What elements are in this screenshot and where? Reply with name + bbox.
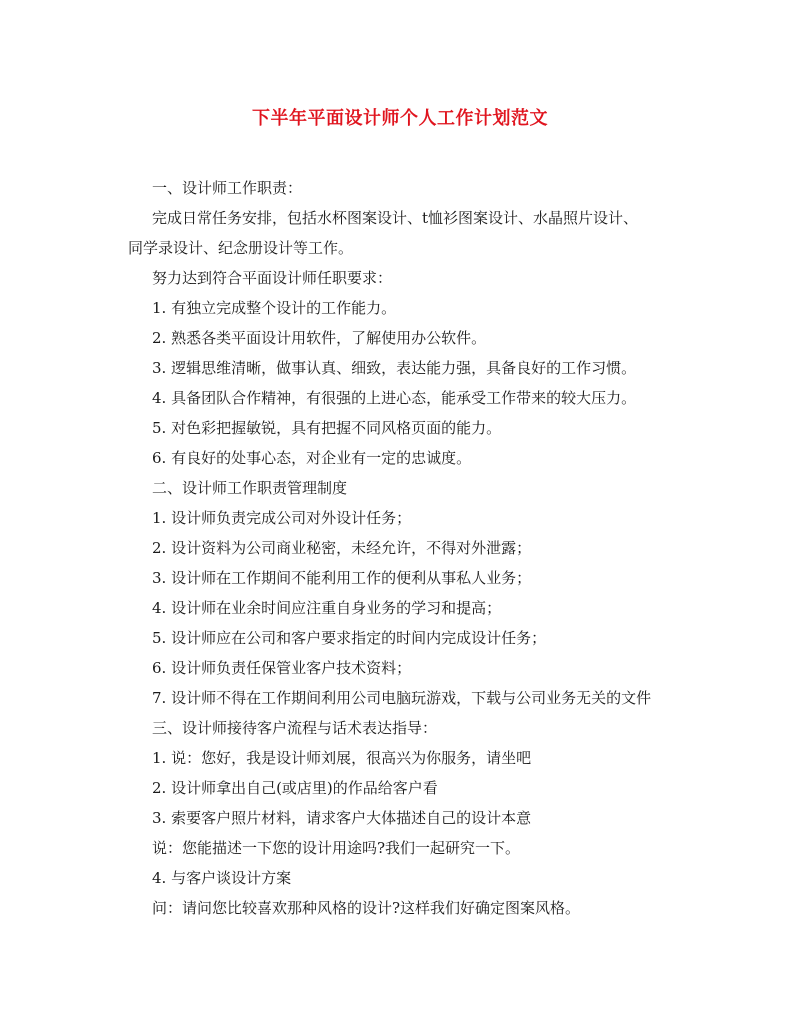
list-item: 7. 设计师不得在工作期间利用公司电脑玩游戏，下载与公司业务无关的文件 <box>152 689 652 707</box>
list-item: 1. 说：您好，我是设计师刘展，很高兴为你服务，请坐吧 <box>152 749 532 767</box>
paragraph-continuation: 同学录设计、纪念册设计等工作。 <box>128 239 354 257</box>
section-heading-1: 一、设计师工作职责： <box>152 179 303 197</box>
list-item: 6. 设计师负责任保管业客户技术资料； <box>152 659 412 677</box>
list-item: 4. 设计师在业余时间应注重自身业务的学习和提高； <box>152 599 502 617</box>
list-item: 2. 设计资料为公司商业秘密，未经允许，不得对外泄露； <box>152 539 532 557</box>
section-heading-2: 二、设计师工作职责管理制度 <box>152 479 348 497</box>
list-item: 3. 逻辑思维清晰，做事认真、细致，表达能力强，具备良好的工作习惯。 <box>152 359 637 377</box>
list-item: 5. 设计师应在公司和客户要求指定的时间内完成设计任务； <box>152 629 547 647</box>
list-item: 1. 设计师负责完成公司对外设计任务； <box>152 509 412 527</box>
list-item: 5. 对色彩把握敏锐，具有把握不同风格页面的能力。 <box>152 419 502 437</box>
section-heading-3: 三、设计师接待客户流程与话术表达指导： <box>152 719 438 737</box>
list-item: 4. 与客户谈设计方案 <box>152 869 292 887</box>
list-item: 6. 有良好的处事心态，对企业有一定的忠诚度。 <box>152 449 472 467</box>
document-title: 下半年平面设计师个人工作计划范文 <box>252 108 548 129</box>
paragraph: 努力达到符合平面设计师任职要求： <box>152 269 393 287</box>
dialogue-line: 问：请问您比较喜欢那种风格的设计?这样我们好确定图案风格。 <box>152 899 581 917</box>
paragraph: 完成日常任务安排，包括水杯图案设计、t恤衫图案设计、水晶照片设计、 <box>152 209 639 227</box>
list-item: 4. 具备团队合作精神，有很强的上进心态，能承受工作带来的较大压力。 <box>152 389 637 407</box>
list-item: 2. 熟悉各类平面设计用软件，了解使用办公软件。 <box>152 329 487 347</box>
document-body <box>128 173 688 923</box>
list-item: 2. 设计师拿出自己(或店里)的作品给客户看 <box>152 779 438 797</box>
dialogue-line: 说：您能描述一下您的设计用途吗?我们一起研究一下。 <box>152 839 521 857</box>
list-item: 3. 索要客户照片材料，请求客户大体描述自己的设计本意 <box>152 809 532 827</box>
list-item: 1. 有独立完成整个设计的工作能力。 <box>152 299 397 317</box>
list-item: 3. 设计师在工作期间不能利用工作的便利从事私人业务； <box>152 569 532 587</box>
